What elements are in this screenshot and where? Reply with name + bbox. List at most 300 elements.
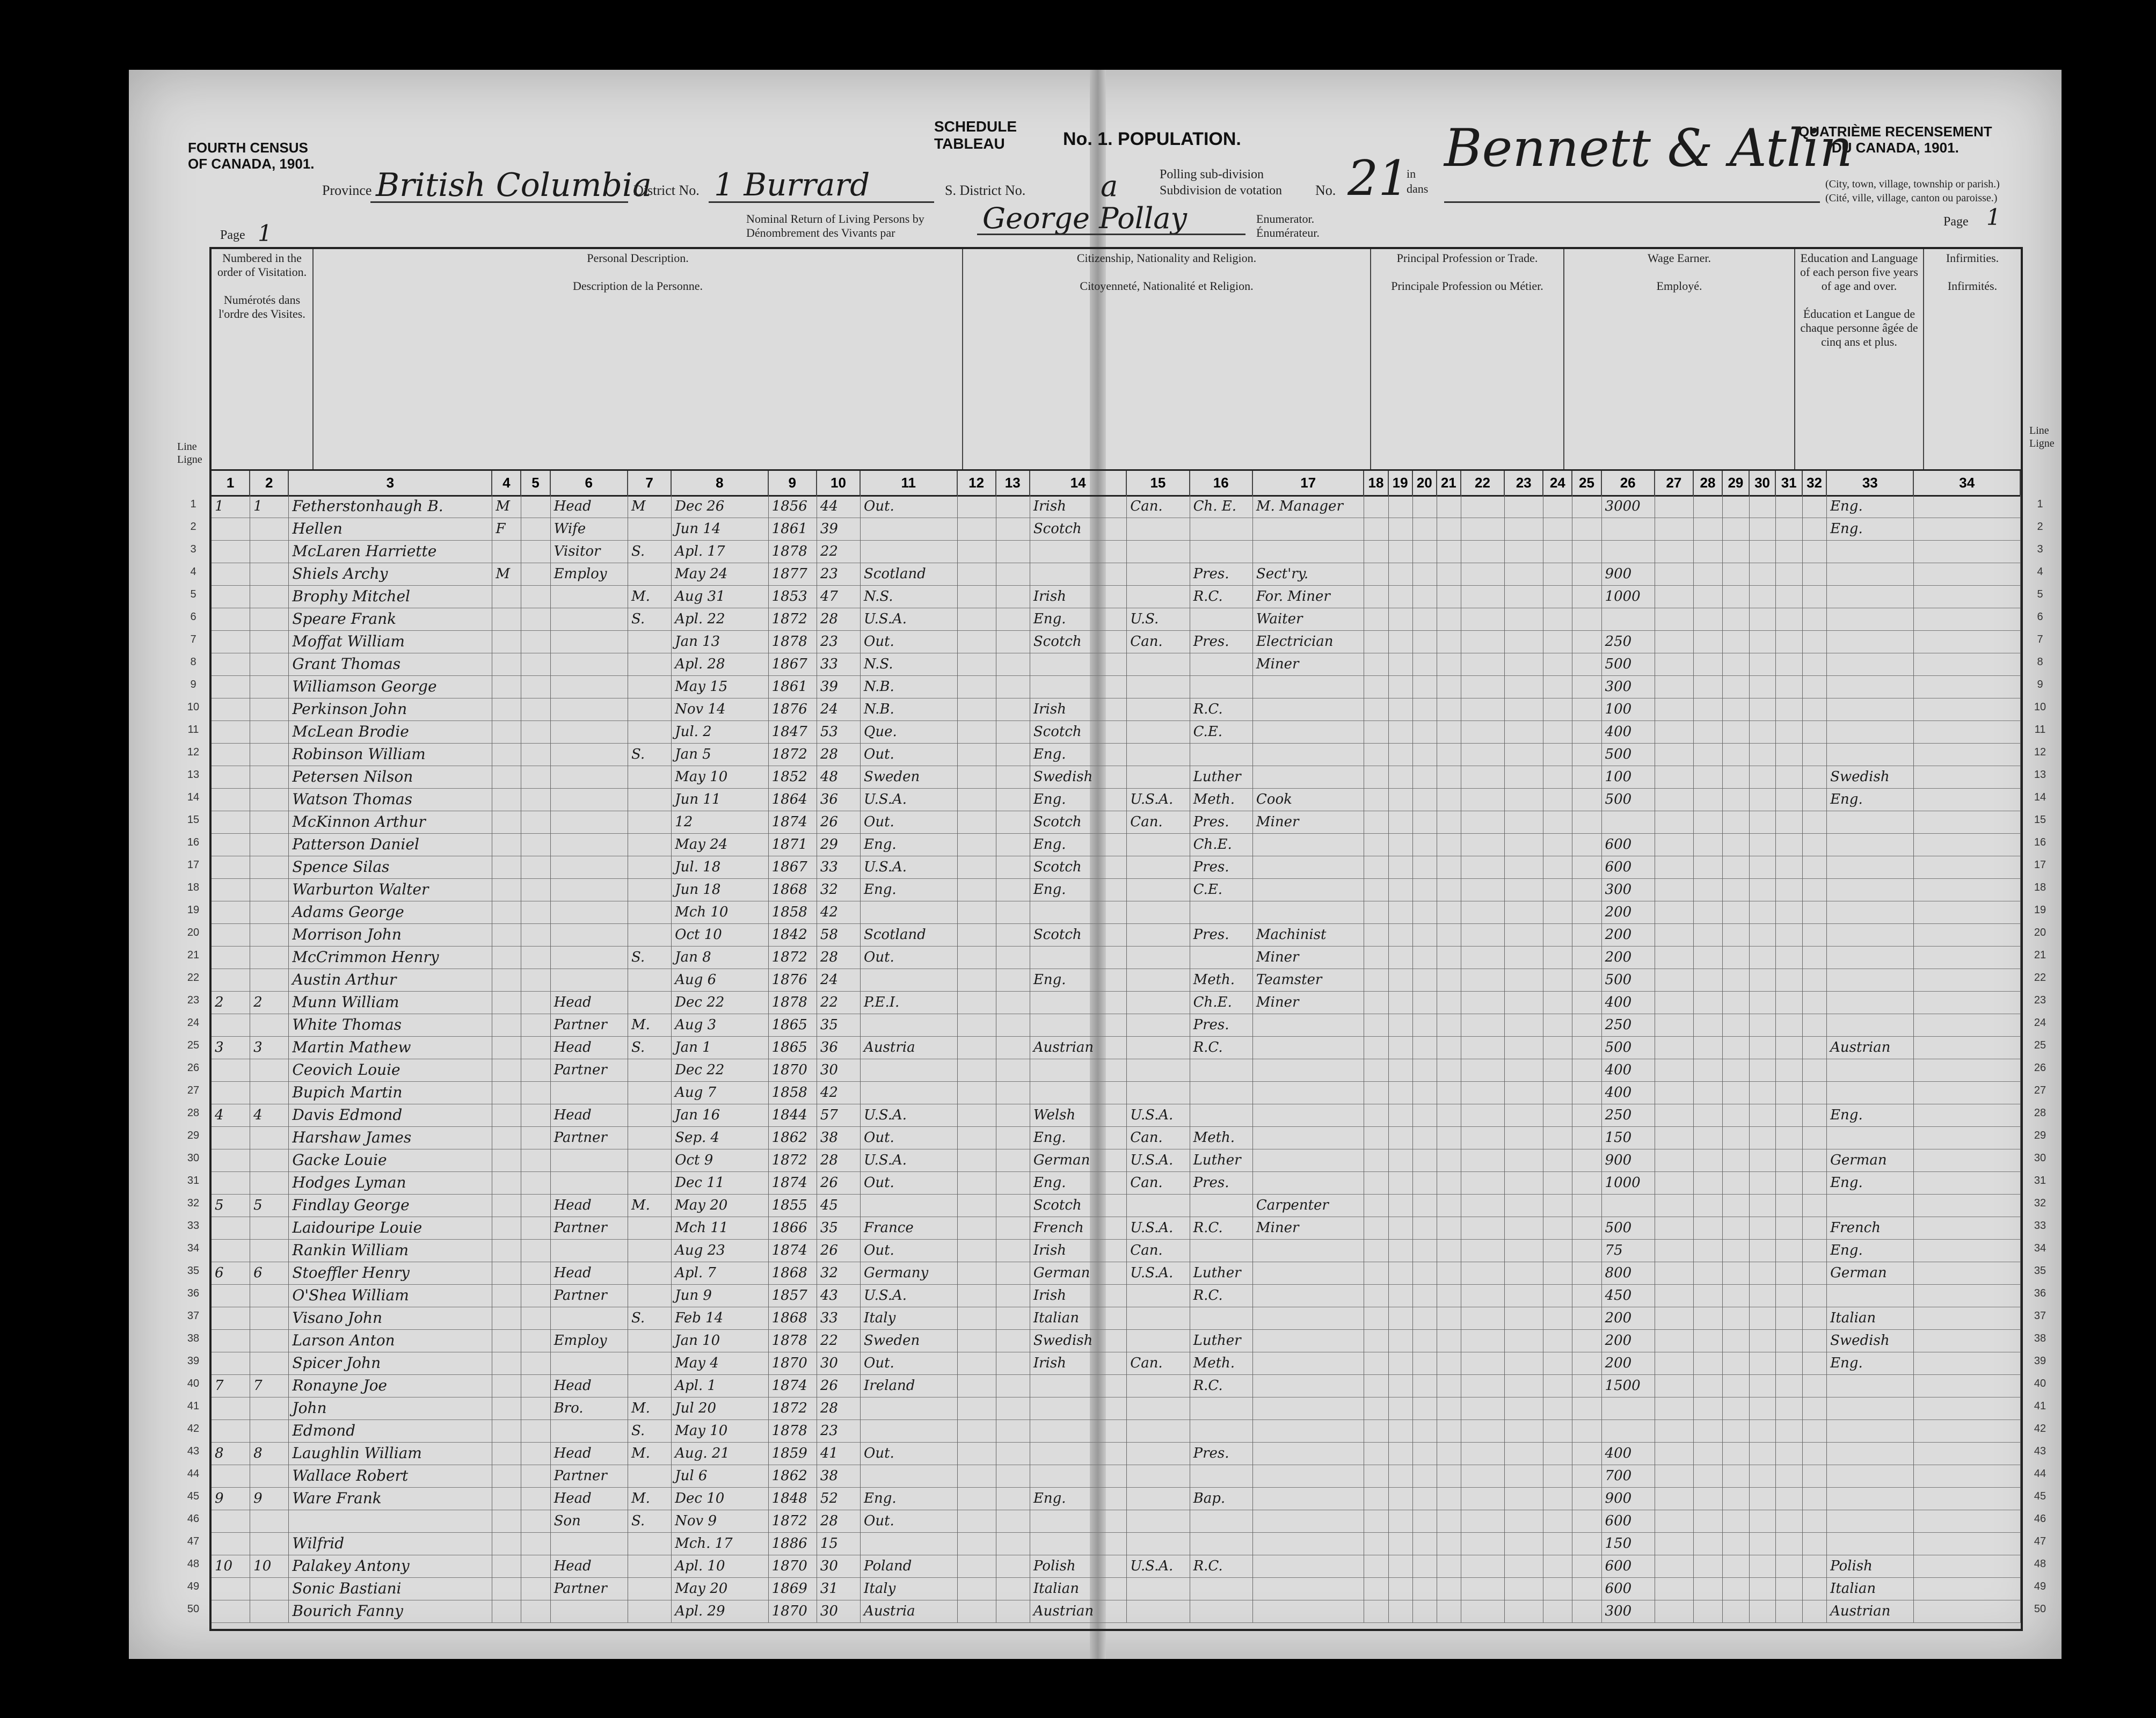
cell-rel: Head <box>551 991 628 1014</box>
province-label: Province <box>322 183 372 198</box>
cell-empty <box>1914 720 2021 743</box>
cell-empty <box>1543 630 1572 653</box>
cell-sex <box>492 856 521 878</box>
cell-relig: Meth. <box>1190 1126 1253 1149</box>
table-row <box>212 833 2021 856</box>
cell-name: McLean Brodie <box>289 720 492 743</box>
cell-orig <box>1030 1014 1127 1036</box>
cell-lang <box>1827 540 1914 563</box>
cell-lang <box>1827 1059 1914 1081</box>
cell-st <box>628 1239 672 1262</box>
cell-empty <box>1389 1397 1413 1419</box>
cell-age: 24 <box>817 969 861 991</box>
cell-empty <box>1723 720 1750 743</box>
cell-empty <box>1413 1239 1437 1262</box>
cell-age: 53 <box>817 720 861 743</box>
line-number-right: 23 <box>2034 994 2046 1006</box>
cell-empty <box>1364 1284 1388 1307</box>
cell-empty <box>1389 608 1413 630</box>
cell-age: 58 <box>817 923 861 946</box>
cell-empty <box>1437 901 1461 923</box>
cell-empty <box>1694 1239 1723 1262</box>
cell-empty <box>1655 1217 1694 1239</box>
cell-empty <box>958 720 996 743</box>
cell-nat <box>1127 1577 1190 1600</box>
cell-rel: Head <box>551 1104 628 1126</box>
cell-sex <box>492 923 521 946</box>
column-number: 34 <box>1914 471 2021 495</box>
cell-f <box>250 630 289 653</box>
cell-wage: 900 <box>1602 563 1655 585</box>
cell-empty <box>1543 991 1572 1014</box>
cell-empty <box>1750 1217 1776 1239</box>
cell-name: Robinson William <box>289 743 492 766</box>
cell-empty <box>1723 766 1750 788</box>
line-number-right: 12 <box>2034 746 2046 758</box>
cell-empty <box>1723 923 1750 946</box>
cell-empty <box>996 518 1030 540</box>
cell-st <box>628 1171 672 1194</box>
cell-wage: 400 <box>1602 991 1655 1014</box>
cell-yr: 1868 <box>769 878 817 901</box>
cell-empty <box>958 1194 996 1217</box>
cell-empty <box>1750 720 1776 743</box>
cell-prof <box>1253 1487 1365 1510</box>
cell-d <box>212 1397 250 1419</box>
cell-empty <box>1505 585 1543 608</box>
cell-wage <box>1602 540 1655 563</box>
cell-prof <box>1253 1577 1365 1600</box>
cell-empty <box>1413 1397 1437 1419</box>
cell-empty <box>1389 495 1413 518</box>
line-number-right: 21 <box>2034 949 2046 961</box>
cell-empty <box>1776 495 1803 518</box>
cell-empty <box>1694 540 1723 563</box>
cell-f <box>250 518 289 540</box>
cell-empty <box>1723 1081 1750 1104</box>
cell-empty <box>1776 608 1803 630</box>
cell-empty <box>1389 675 1413 698</box>
cell-orig <box>1030 1397 1127 1419</box>
cell-wage: 200 <box>1602 1329 1655 1352</box>
cell-yr: 1886 <box>769 1532 817 1555</box>
cell-yr: 1847 <box>769 720 817 743</box>
cell-empty <box>1723 698 1750 720</box>
cell-empty <box>958 1352 996 1374</box>
cell-empty <box>521 1329 550 1352</box>
cell-empty <box>996 1419 1030 1442</box>
cell-empty <box>1364 1171 1388 1194</box>
cell-birth: Nov 14 <box>672 698 768 720</box>
cell-birth: Dec 22 <box>672 1059 768 1081</box>
cell-empty <box>1723 518 1750 540</box>
cell-empty <box>1364 1149 1388 1171</box>
cell-rel <box>551 946 628 969</box>
cell-empty <box>1776 1600 1803 1622</box>
cell-empty <box>1413 878 1437 901</box>
cell-rel: Head <box>551 1555 628 1577</box>
cell-name: Ceovich Louie <box>289 1059 492 1081</box>
cell-empty <box>1505 608 1543 630</box>
cell-birth: Apl. 1 <box>672 1374 768 1397</box>
cell-birth: Aug. 21 <box>672 1442 768 1465</box>
cell-empty <box>521 1014 550 1036</box>
cell-place: Eng. <box>861 1487 957 1510</box>
cell-age: 36 <box>817 788 861 811</box>
cell-d <box>212 788 250 811</box>
cell-empty <box>1914 788 2021 811</box>
cell-empty <box>1389 1555 1413 1577</box>
cell-empty <box>1437 1262 1461 1284</box>
table-row <box>212 495 2021 518</box>
cell-empty <box>1505 1600 1543 1622</box>
cell-lang <box>1827 991 1914 1014</box>
column-number: 19 <box>1389 471 1413 495</box>
cell-empty <box>1437 766 1461 788</box>
cell-empty <box>1694 720 1723 743</box>
cell-empty <box>958 1397 996 1419</box>
cell-empty <box>1694 1352 1723 1374</box>
column-number: 18 <box>1364 471 1388 495</box>
cell-sex <box>492 1059 521 1081</box>
cell-empty <box>1750 653 1776 675</box>
cell-f <box>250 720 289 743</box>
cell-empty <box>1655 1487 1694 1510</box>
cell-empty <box>521 946 550 969</box>
cell-empty <box>1776 1442 1803 1465</box>
line-number-left: 6 <box>190 611 196 623</box>
cell-empty <box>1723 630 1750 653</box>
cell-empty <box>521 1397 550 1419</box>
cell-yr: 1872 <box>769 743 817 766</box>
cell-empty <box>1694 1329 1723 1352</box>
cell-empty <box>521 1081 550 1104</box>
cell-empty <box>1389 1329 1413 1352</box>
cell-d <box>212 811 250 833</box>
cell-empty <box>1803 1510 1827 1532</box>
cell-prof <box>1253 540 1365 563</box>
cell-nat <box>1127 969 1190 991</box>
table-row <box>212 698 2021 721</box>
group-infirmities: Infirmities. Infirmités. <box>1946 251 1999 293</box>
cell-f <box>250 969 289 991</box>
cell-empty <box>1750 608 1776 630</box>
cell-d <box>212 743 250 766</box>
cell-sex <box>492 1487 521 1510</box>
cell-lang <box>1827 608 1914 630</box>
cell-empty <box>1655 720 1694 743</box>
cell-empty <box>1572 1510 1601 1532</box>
cell-age: 33 <box>817 1307 861 1329</box>
cell-orig: Eng. <box>1030 878 1127 901</box>
line-number-left: 38 <box>187 1333 200 1344</box>
cell-empty <box>1914 1329 2021 1352</box>
cell-empty <box>1505 518 1543 540</box>
cell-empty <box>1655 563 1694 585</box>
cell-d <box>212 923 250 946</box>
cell-empty <box>1364 1104 1388 1126</box>
cell-f <box>250 1329 289 1352</box>
cell-nat <box>1127 1510 1190 1532</box>
cell-d <box>212 1217 250 1239</box>
cell-sex <box>492 1510 521 1532</box>
cell-sex <box>492 1104 521 1126</box>
cell-empty <box>1461 1104 1505 1126</box>
cell-empty <box>1694 1126 1723 1149</box>
cell-orig <box>1030 1510 1127 1532</box>
cell-rel <box>551 1600 628 1622</box>
cell-empty <box>1776 1104 1803 1126</box>
column-number: 8 <box>672 471 768 495</box>
cell-relig: Pres. <box>1190 1014 1253 1036</box>
cell-empty <box>1364 698 1388 720</box>
cell-empty <box>1914 518 2021 540</box>
cell-empty <box>1723 1374 1750 1397</box>
cell-empty <box>1803 991 1827 1014</box>
cell-empty <box>1723 1104 1750 1126</box>
cell-empty <box>1413 495 1437 518</box>
cell-d <box>212 766 250 788</box>
cell-empty <box>1750 630 1776 653</box>
cell-st <box>628 1600 672 1622</box>
cell-empty <box>1389 1059 1413 1081</box>
cell-relig: R.C. <box>1190 698 1253 720</box>
cell-birth: Dec 22 <box>672 991 768 1014</box>
line-number-left: 9 <box>190 679 196 690</box>
cell-empty <box>1543 495 1572 518</box>
cell-empty <box>996 1081 1030 1104</box>
cell-lang <box>1827 833 1914 856</box>
cell-empty <box>1389 630 1413 653</box>
page-label-left: Page <box>220 228 245 242</box>
cell-wage: 500 <box>1602 743 1655 766</box>
cell-empty <box>1543 1374 1572 1397</box>
cell-relig <box>1190 1239 1253 1262</box>
cell-st <box>628 1149 672 1171</box>
cell-empty <box>1750 1104 1776 1126</box>
cell-empty <box>1461 720 1505 743</box>
cell-name: Adams George <box>289 901 492 923</box>
cell-nat <box>1127 1194 1190 1217</box>
cell-yr: 1861 <box>769 518 817 540</box>
cell-empty <box>1655 1532 1694 1555</box>
cell-empty <box>1655 833 1694 856</box>
cell-empty <box>1776 1036 1803 1059</box>
cell-d <box>212 585 250 608</box>
cell-nat <box>1127 1036 1190 1059</box>
cell-name: Martin Mathew <box>289 1036 492 1059</box>
cell-empty <box>1750 1194 1776 1217</box>
cell-nat: U.S.A. <box>1127 1104 1190 1126</box>
line-number-left: 10 <box>187 701 200 713</box>
cell-prof <box>1253 1329 1365 1352</box>
cell-empty <box>1723 563 1750 585</box>
cell-empty <box>958 1419 996 1442</box>
cell-empty <box>1505 1510 1543 1532</box>
cell-empty <box>996 630 1030 653</box>
cell-empty <box>1461 811 1505 833</box>
cell-name: Rankin William <box>289 1239 492 1262</box>
cell-lang <box>1827 563 1914 585</box>
cell-empty <box>1437 675 1461 698</box>
cell-empty <box>1723 1577 1750 1600</box>
cell-empty <box>1723 1217 1750 1239</box>
cell-empty <box>1914 1217 2021 1239</box>
cell-wage: 200 <box>1602 901 1655 923</box>
cell-nat <box>1127 878 1190 901</box>
census-sheet <box>129 70 2062 1659</box>
cell-nat <box>1127 833 1190 856</box>
cell-empty <box>1750 1149 1776 1171</box>
cell-empty <box>958 563 996 585</box>
cell-empty <box>1776 1059 1803 1081</box>
cell-empty <box>958 811 996 833</box>
cell-empty <box>1723 1397 1750 1419</box>
cell-empty <box>1364 1036 1388 1059</box>
cell-empty <box>1543 969 1572 991</box>
cell-orig: Irish <box>1030 698 1127 720</box>
place-note: (City, town, village, township or parish.) (Cité, ville, village, canton ou paroisse.) <box>1825 178 2000 204</box>
cell-nat <box>1127 1442 1190 1465</box>
cell-empty <box>1655 991 1694 1014</box>
cell-rel: Head <box>551 1194 628 1217</box>
line-number-left: 37 <box>187 1310 200 1322</box>
cell-empty <box>1364 1419 1388 1442</box>
cell-empty <box>1461 901 1505 923</box>
cell-name: McKinnon Arthur <box>289 811 492 833</box>
cell-relig <box>1190 901 1253 923</box>
cell-empty <box>521 743 550 766</box>
cell-empty <box>1750 1262 1776 1284</box>
cell-empty <box>996 991 1030 1014</box>
cell-wage: 900 <box>1602 1487 1655 1510</box>
cell-yr: 1878 <box>769 540 817 563</box>
cell-empty <box>1461 585 1505 608</box>
cell-empty <box>996 1194 1030 1217</box>
cell-yr: 1844 <box>769 1104 817 1126</box>
cell-nat: U.S.A. <box>1127 1262 1190 1284</box>
cell-birth: Mch 10 <box>672 901 768 923</box>
cell-relig: Luther <box>1190 766 1253 788</box>
cell-wage <box>1602 1397 1655 1419</box>
cell-empty <box>1437 1397 1461 1419</box>
cell-age: 28 <box>817 608 861 630</box>
cell-empty <box>1413 1104 1437 1126</box>
cell-rel <box>551 1532 628 1555</box>
cell-empty <box>1364 563 1388 585</box>
cell-empty <box>1364 1194 1388 1217</box>
cell-sex <box>492 1014 521 1036</box>
cell-wage: 700 <box>1602 1465 1655 1487</box>
column-number: 27 <box>1655 471 1694 495</box>
cell-sex <box>492 901 521 923</box>
cell-empty <box>1461 608 1505 630</box>
cell-empty <box>1543 1577 1572 1600</box>
cell-rel: Employ <box>551 1329 628 1352</box>
cell-empty <box>1413 1217 1437 1239</box>
cell-empty <box>1389 788 1413 811</box>
cell-st: M. <box>628 1014 672 1036</box>
cell-d <box>212 1352 250 1374</box>
line-number-left: 11 <box>187 724 199 736</box>
line-number-right: 41 <box>2034 1400 2046 1412</box>
cell-empty <box>958 1262 996 1284</box>
cell-empty <box>1505 630 1543 653</box>
cell-orig <box>1030 1419 1127 1442</box>
cell-rel <box>551 969 628 991</box>
cell-name: Spence Silas <box>289 856 492 878</box>
cell-empty <box>1505 811 1543 833</box>
cell-empty <box>1572 1442 1601 1465</box>
cell-empty <box>1413 675 1437 698</box>
cell-empty <box>1437 653 1461 675</box>
cell-empty <box>1694 1104 1723 1126</box>
cell-empty <box>1413 1442 1437 1465</box>
cell-orig <box>1030 946 1127 969</box>
cell-empty <box>1461 540 1505 563</box>
cell-sex <box>492 1329 521 1352</box>
cell-empty <box>958 1036 996 1059</box>
cell-empty <box>1694 1217 1723 1239</box>
cell-empty <box>521 1284 550 1307</box>
cell-nat <box>1127 1532 1190 1555</box>
cell-empty <box>958 1104 996 1126</box>
cell-age: 38 <box>817 1126 861 1149</box>
cell-empty <box>996 811 1030 833</box>
table-row <box>212 1555 2021 1578</box>
cell-rel: Partner <box>551 1014 628 1036</box>
cell-empty <box>1389 856 1413 878</box>
cell-st <box>628 720 672 743</box>
cell-empty <box>1413 698 1437 720</box>
cell-empty <box>1572 766 1601 788</box>
cell-empty <box>1694 585 1723 608</box>
cell-relig <box>1190 540 1253 563</box>
cell-empty <box>1413 653 1437 675</box>
line-number-left: 4 <box>190 566 196 578</box>
cell-empty <box>1776 1307 1803 1329</box>
cell-sex <box>492 1397 521 1419</box>
cell-empty <box>1776 969 1803 991</box>
cell-birth: Mch 11 <box>672 1217 768 1239</box>
cell-empty <box>1461 1510 1505 1532</box>
cell-relig: Ch.E. <box>1190 833 1253 856</box>
cell-empty <box>1776 630 1803 653</box>
cell-empty <box>1723 901 1750 923</box>
cell-empty <box>1694 1307 1723 1329</box>
cell-prof: Miner <box>1253 991 1365 1014</box>
cell-empty <box>1413 720 1437 743</box>
cell-birth: May 4 <box>672 1352 768 1374</box>
cell-yr: 1855 <box>769 1194 817 1217</box>
cell-empty <box>1914 1239 2021 1262</box>
cell-empty <box>1572 518 1601 540</box>
cell-empty <box>1437 991 1461 1014</box>
table-row <box>212 630 2021 653</box>
cell-empty <box>1543 1149 1572 1171</box>
cell-lang <box>1827 1419 1914 1442</box>
cell-place: Italy <box>861 1307 957 1329</box>
cell-lang: Italian <box>1827 1577 1914 1600</box>
cell-age: 29 <box>817 833 861 856</box>
cell-empty <box>1914 1014 2021 1036</box>
cell-empty <box>1803 1194 1827 1217</box>
cell-place: Scotland <box>861 923 957 946</box>
cell-empty <box>1750 1059 1776 1081</box>
cell-empty <box>1413 1352 1437 1374</box>
cell-place: Out. <box>861 743 957 766</box>
cell-relig <box>1190 743 1253 766</box>
